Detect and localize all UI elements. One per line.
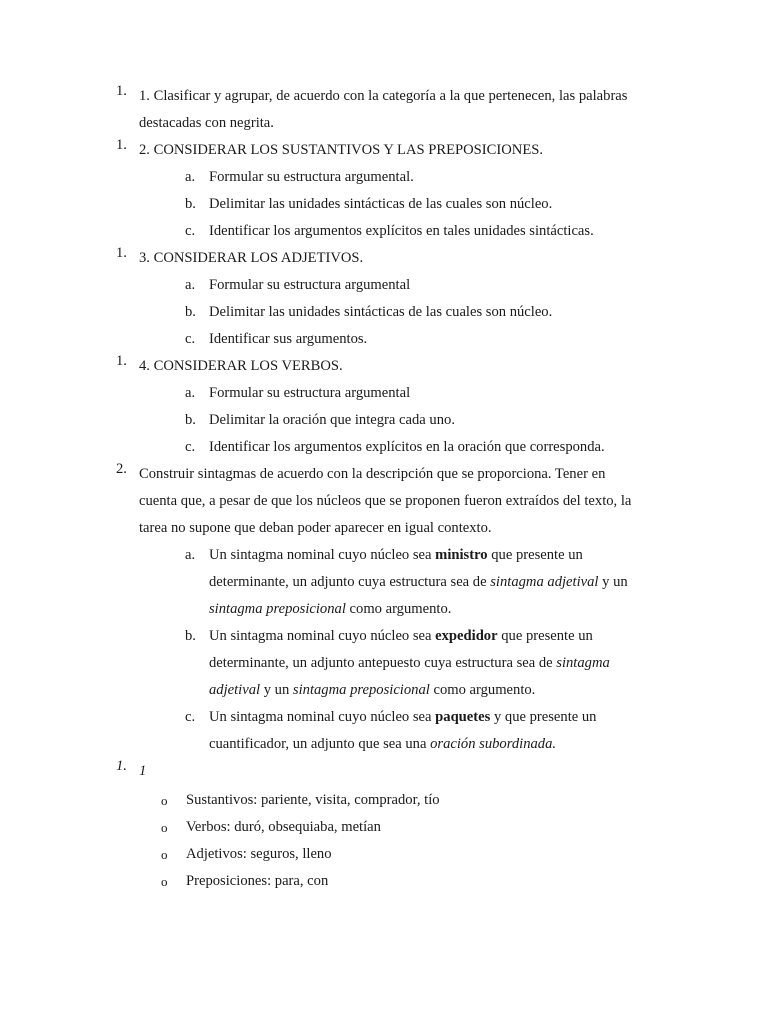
item-text-line: 1. Clasificar y agrupar, de acuerdo con la categoría a la que pertenecen, las palabras [139,88,628,104]
text-run: Un sintagma nominal cuyo núcleo sea [209,628,436,644]
italic-term: adjetival [209,682,261,698]
italic-term: sintagma preposicional [209,601,346,617]
sub-list [185,380,605,461]
bold-term: ministro [435,547,488,563]
text-run: cuantificador, un adjunto que sea una [209,736,431,752]
text-run: determinante, un adjunto antepuesto cuya estructura sea de [209,655,557,671]
bullet-item [161,787,440,814]
item-text-line: cuenta que, a pesar de que los núcleos que se proponen fueron extraídos del texto, la [139,493,632,509]
sub-text-line [209,542,628,569]
list-number: 1. [116,353,127,369]
sub-text: Formular su estructura argumental [209,385,411,401]
sub-list [185,272,552,353]
bold-term: expedidor [435,628,498,644]
text-run: que presente un [497,628,593,644]
list-item [116,461,631,542]
list-number: 1. [116,83,127,99]
italic-term: sintagma preposicional [292,682,430,698]
text-run: como argumento. [345,601,452,617]
text-run: y que presente un [490,709,597,725]
sub-item [185,704,596,758]
sub-item [185,164,594,191]
sub-item [185,380,605,407]
bullet-circle-icon: o [161,793,168,808]
sub-text: Delimitar la oración que integra cada uno. [209,412,455,428]
list-item [116,83,627,137]
list-item [116,353,343,380]
italic-term: sintagma [556,655,610,671]
bullet-item [161,868,440,895]
text-run: Un sintagma nominal cuyo núcleo sea [209,547,436,563]
sub-item [185,434,605,461]
bullet-text: Adjetivos: seguros, lleno [186,846,332,862]
list-item [116,137,543,164]
bullet-circle-icon: o [161,874,168,889]
bold-term: paquetes [435,709,491,725]
sub-letter: c. [185,223,196,239]
bullet-text: Preposiciones: para, con [186,873,329,889]
list-item [116,245,363,272]
italic-term: oración subordinada. [430,736,557,752]
sub-item [185,299,552,326]
list-number: 2. [116,461,127,477]
sub-item [185,218,594,245]
bullet-item [161,814,440,841]
sub-item [185,542,628,623]
sub-letter: a. [185,547,196,563]
bullet-list [161,787,440,895]
sub-text-line [209,650,610,677]
sub-letter: a. [185,169,196,185]
sub-text-line [209,731,596,758]
sub-item [185,326,552,353]
sub-letter: b. [185,196,196,212]
text-run: que presente un [487,547,583,563]
item-heading: 2. CONSIDERAR LOS SUSTANTIVOS Y LAS PREPOSICIONES. [139,142,543,158]
text-run: y un [598,574,628,590]
list-number: 1. [116,758,127,774]
bullet-item [161,841,440,868]
sub-list [185,164,594,245]
item-heading: 3. CONSIDERAR LOS ADJETIVOS. [139,250,364,266]
sub-letter: c. [185,331,196,347]
sub-text: Identificar sus argumentos. [209,331,368,347]
sub-item [185,407,605,434]
sub-text-line [209,623,610,650]
sub-letter: b. [185,628,196,644]
list-number: 1. [116,245,127,261]
sub-text: Identificar los argumentos explícitos en tales unidades sintácticas. [209,223,594,239]
sub-text-line [209,677,610,704]
bullet-circle-icon: o [161,847,168,862]
sub-text: Identificar los argumentos explícitos en la oración que corresponda. [209,439,605,455]
item-text-line: destacadas con negrita. [139,115,274,131]
sub-item [185,191,594,218]
sub-text-line [209,569,628,596]
sub-item [185,623,610,704]
item-text-line: 1 [139,763,147,779]
sub-letter: c. [185,709,196,725]
list-item [116,758,146,785]
sub-text-line [209,596,628,623]
text-run: Un sintagma nominal cuyo núcleo sea [209,709,436,725]
sub-text: Formular su estructura argumental [209,277,411,293]
sub-text: Delimitar las unidades sintácticas de las cuales son núcleo. [209,304,553,320]
sub-letter: a. [185,385,196,401]
sub-text-line [209,704,596,731]
sub-letter: b. [185,304,196,320]
text-run: y un [260,682,293,698]
text-run: como argumento. [429,682,536,698]
sub-letter: c. [185,439,196,455]
item-heading: 4. CONSIDERAR LOS VERBOS. [139,358,343,374]
italic-term: sintagma adjetival [490,574,599,590]
list-number: 1. [116,137,127,153]
sub-text: Formular su estructura argumental. [209,169,414,185]
bullet-text: Sustantivos: pariente, visita, comprador, tío [186,792,440,808]
item-text-line: Construir sintagmas de acuerdo con la descripción que se proporciona. Tener en [139,466,606,482]
bullet-circle-icon: o [161,820,168,835]
sub-text: Delimitar las unidades sintácticas de las cuales son núcleo. [209,196,553,212]
sub-letter: a. [185,277,196,293]
text-run: determinante, un adjunto cuya estructura sea de [209,574,491,590]
sub-letter: b. [185,412,196,428]
sub-item [185,272,552,299]
bullet-text: Verbos: duró, obsequiaba, metían [186,819,381,835]
item-text-line: tarea no supone que deban poder aparecer en igual contexto. [139,520,492,536]
